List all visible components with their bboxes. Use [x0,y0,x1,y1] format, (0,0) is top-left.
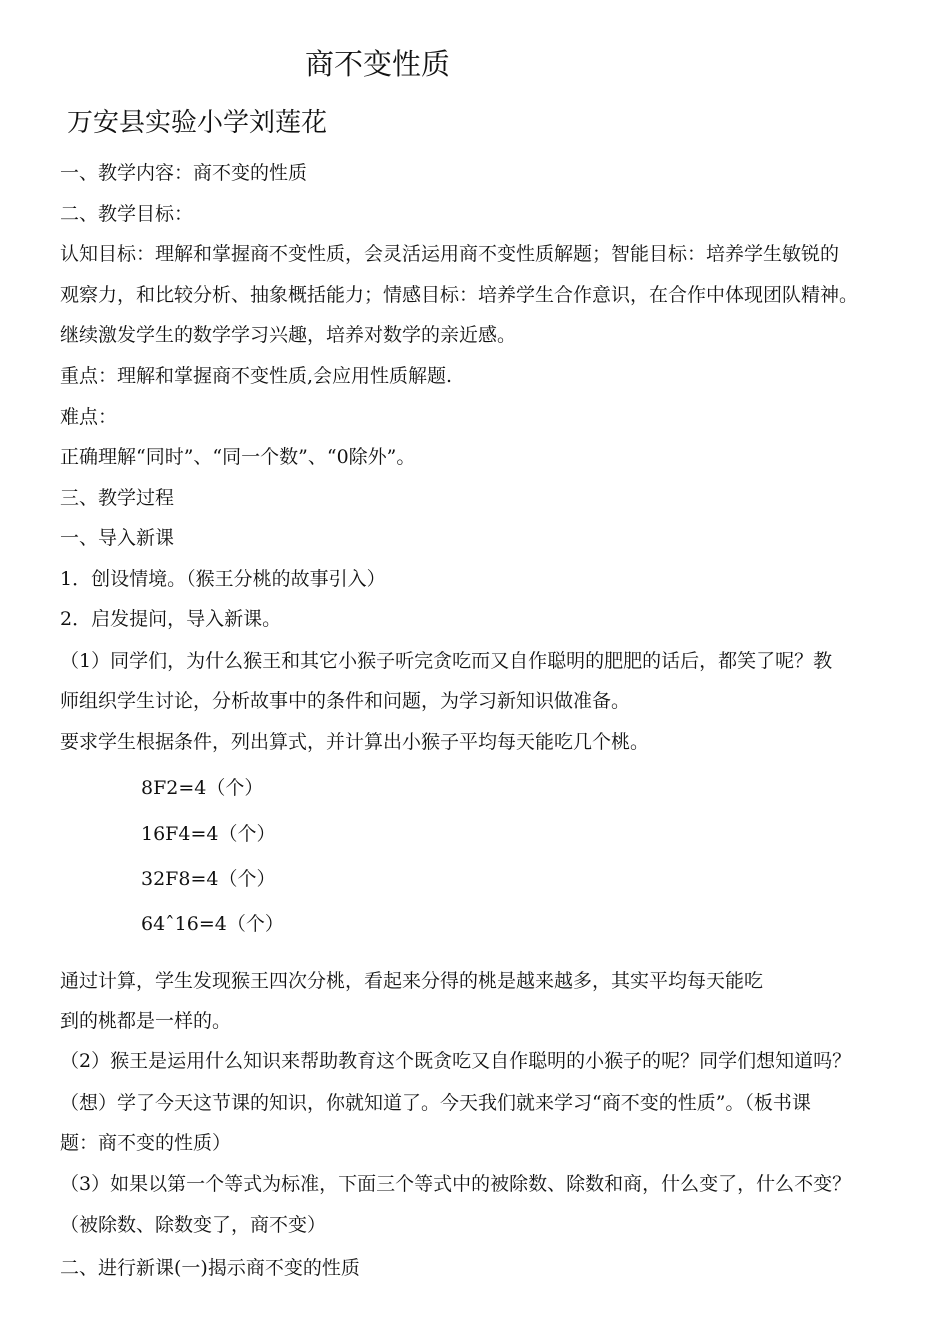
text-line: （1）同学们，为什么猴王和其它小猴子听完贪吃而又自作聪明的肥肥的话后，都笑了呢？教 [60,650,833,672]
text-line: （想）学了今天这节课的知识，你就知道了。今天我们就来学习“商不变的性质”。（板书课 [60,1092,811,1114]
text-line: 观察力，和比较分析、抽象概括能力；情感目标：培养学生合作意识，在合作中体现团队精神。 [60,284,859,306]
text-line: 继续激发学生的数学学习兴趣，培养对数学的亲近感。 [60,324,517,346]
text-line: 题：商不变的性质） [60,1132,232,1154]
equation-line: 8F2=4（个） [141,777,264,799]
text-line: 到的桃都是一样的。 [60,1010,232,1032]
text-line: 重点：理解和掌握商不变性质,会应用性质解题. [60,365,453,387]
text-line: 师组织学生讨论，分析故事中的条件和问题，为学习新知识做准备。 [60,690,631,712]
author-line: 万安县实验小学刘莲花 [67,108,328,138]
text-line: 要求学生根据条件，列出算式，并计算出小猴子平均每天能吃几个桃。 [60,731,650,753]
text-line: 正确理解“同时”、“同一个数”、“0除外”。 [60,446,416,468]
document-title: 商不变性质 [305,47,451,81]
equation-line: 16F4=4（个） [141,823,276,845]
text-line: （被除数、除数变了，商不变） [60,1214,327,1236]
text-line: 二、进行新课(一)揭示商不变的性质 [60,1257,360,1279]
text-line: 一、教学内容：商不变的性质 [60,162,308,184]
text-line: 一、导入新课 [60,527,175,549]
text-line: 1．创设情境。（猴王分桃的故事引入） [60,568,386,590]
text-line: 2．启发提问，导入新课。 [60,608,282,630]
text-line: 三、教学过程 [60,487,175,509]
equation-line: 64ˆ16=4（个） [141,913,284,935]
text-line: （3）如果以第一个等式为标准，下面三个等式中的被除数、除数和商，什么变了，什么不变？ [60,1173,852,1195]
text-line: 通过计算，学生发现猴王四次分桃，看起来分得的桃是越来越多，其实平均每天能吃 [60,970,764,992]
text-line: 二、教学目标： [60,203,194,225]
text-line: 难点： [60,406,118,428]
equation-line: 32F8=4（个） [141,868,276,890]
text-line: （2）猴王是运用什么知识来帮助教育这个既贪吃又自作聪明的小猴子的呢？同学们想知道吗？ [60,1050,852,1072]
text-line: 认知目标：理解和掌握商不变性质，会灵活运用商不变性质解题；智能目标：培养学生敏锐的 [60,243,840,265]
